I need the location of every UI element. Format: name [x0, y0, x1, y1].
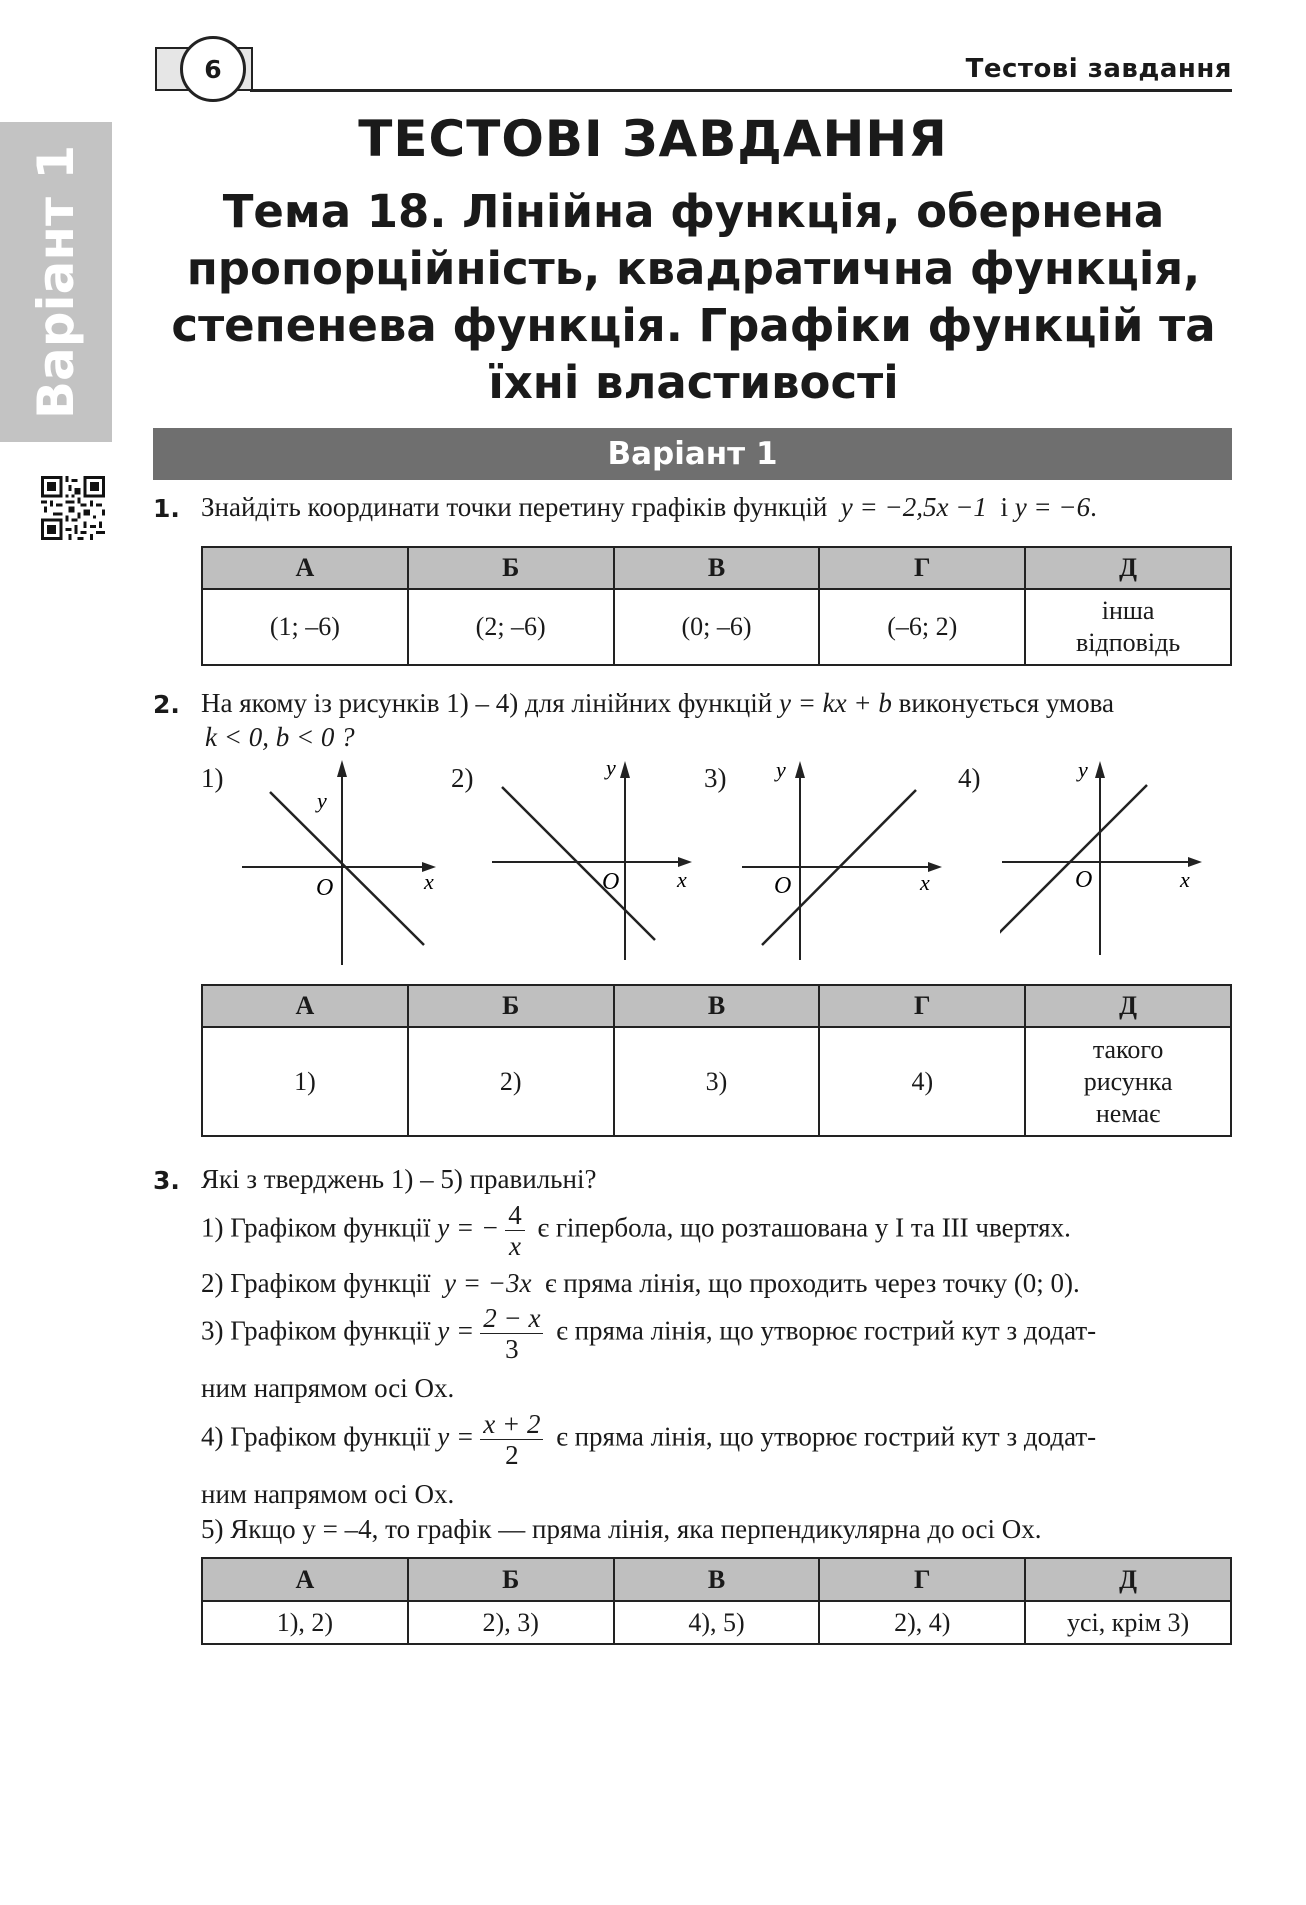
- q2-formula: y = kx + b: [778, 688, 892, 718]
- q1-function-1: y = −2,5x −1: [840, 492, 987, 522]
- q1-answer-b[interactable]: (2; –6): [408, 589, 614, 665]
- q3-s4-text: 4) Графіком функції: [201, 1421, 431, 1452]
- graph-4-x-label: x: [1180, 867, 1190, 892]
- graph-3: [740, 755, 950, 970]
- q1-header-v: В: [614, 547, 820, 589]
- q3-statement-1: [201, 1200, 1071, 1261]
- q2-header-v: В: [614, 985, 820, 1027]
- q1-header-g: Г: [819, 547, 1025, 589]
- q3-s3-continuation: ним напрямом осі Ox.: [201, 1373, 455, 1403]
- graph-3-label: 3): [704, 763, 727, 793]
- graph-4-y-label: y: [1078, 757, 1088, 782]
- q2-answer-a[interactable]: 1): [202, 1027, 408, 1136]
- q1-header-b: Б: [408, 547, 614, 589]
- q3-s2-formula: y = −3x: [444, 1268, 532, 1298]
- q3-s3-conclusion: є пряма лінія, що утворює гострий кут з додат-: [556, 1315, 1097, 1346]
- q3-s1-numerator: 4: [505, 1200, 525, 1231]
- q2-text: [201, 688, 1114, 719]
- graph-1-label: 1): [201, 763, 224, 793]
- q1-answer-d[interactable]: інша відповідь: [1025, 589, 1231, 665]
- q3-s2-conclusion: є пряма лінія, що проходить через точку (0; 0).: [544, 1268, 1080, 1298]
- page-title: ТЕСТОВІ ЗАВДАННЯ: [358, 110, 948, 168]
- q2-header-b: Б: [408, 985, 614, 1027]
- q2-condition-text: k < 0, b < 0 ?: [205, 722, 355, 752]
- q3-statement-3: [201, 1303, 1096, 1364]
- q2-answer-b[interactable]: 2): [408, 1027, 614, 1136]
- graph-2-x-label: x: [677, 867, 687, 892]
- q3-answer-v[interactable]: 4), 5): [614, 1601, 820, 1644]
- q3-header-a: А: [202, 1558, 408, 1601]
- q3-s3-text: 3) Графіком функції: [201, 1315, 431, 1346]
- qr-code-icon: [41, 476, 105, 540]
- q3-answer-table: [201, 1557, 1232, 1645]
- graph-4-origin: O: [1075, 867, 1093, 893]
- q1-answer-g[interactable]: (–6; 2): [819, 589, 1025, 665]
- q3-s3-numerator: 2 − x: [480, 1303, 543, 1334]
- q1-answer-v[interactable]: (0; –6): [614, 589, 820, 665]
- graph-1-y-label: y: [317, 788, 327, 813]
- q3-answer-d[interactable]: усі, крім 3): [1025, 1601, 1231, 1644]
- q2-prompt: На якому із рисунків 1) – 4) для лінійних функцій: [201, 688, 773, 718]
- q3-answer-a[interactable]: 1), 2): [202, 1601, 408, 1644]
- q3-s4-fraction: [480, 1409, 543, 1470]
- q3-s3-denominator: 3: [505, 1334, 519, 1364]
- graph-1-origin: O: [316, 875, 334, 901]
- q1-and: і: [1000, 492, 1008, 522]
- q3-s4-numerator: x + 2: [480, 1409, 543, 1440]
- q2-header-d: Д: [1025, 985, 1231, 1027]
- q3-s1-denominator: x: [508, 1231, 521, 1261]
- q3-statement-4: [201, 1409, 1096, 1470]
- q3-s3-lhs: y =: [437, 1315, 475, 1346]
- graph-2: [490, 755, 700, 970]
- running-header: Тестові завдання: [965, 54, 1232, 84]
- graph-3-x-label: x: [920, 870, 930, 895]
- graph-3-y-label: y: [776, 757, 786, 782]
- graph-4: [1000, 755, 1210, 970]
- q2-header-g: Г: [819, 985, 1025, 1027]
- q2-prompt-end: виконується умова: [898, 688, 1114, 718]
- q3-s1-fraction: [505, 1200, 525, 1261]
- q1-answer-table: [201, 546, 1232, 666]
- q3-answer-b[interactable]: 2), 3): [408, 1601, 614, 1644]
- q3-intro: Які з тверджень 1) – 5) правильні?: [201, 1164, 597, 1194]
- topic-heading: [155, 183, 1232, 411]
- q1-number: 1.: [153, 494, 180, 523]
- q2-answer-table: [201, 984, 1232, 1137]
- q3-s4-continuation: ним напрямом осі Ox.: [201, 1479, 455, 1509]
- q1-answer-a[interactable]: (1; –6): [202, 589, 408, 665]
- q2-number: 2.: [153, 690, 180, 719]
- q1-text: [201, 492, 1097, 523]
- q3-header-v: В: [614, 1558, 820, 1601]
- q3-s1-lhs: y = −: [437, 1212, 500, 1243]
- q3-s1-conclusion: є гіпербола, що розташована у І та ІІІ чвертях.: [537, 1212, 1071, 1243]
- graph-1: [240, 755, 440, 970]
- q1-prompt: Знайдіть координати точки перетину графіків функцій: [201, 492, 828, 522]
- q3-header-d: Д: [1025, 1558, 1231, 1601]
- graph-3-origin: O: [774, 873, 792, 899]
- q3-statement-5: 5) Якщо y = –4, то графік — пряма лінія, яка перпендикулярна до осі Ox.: [201, 1514, 1042, 1544]
- q3-number: 3.: [153, 1166, 180, 1195]
- variant-banner: Варіант 1: [153, 428, 1232, 480]
- q3-header-b: Б: [408, 1558, 614, 1601]
- q1-header-d: Д: [1025, 547, 1231, 589]
- q2-header-a: А: [202, 985, 408, 1027]
- graph-1-x-label: x: [424, 869, 434, 894]
- q3-answer-g[interactable]: 2), 4): [819, 1601, 1025, 1644]
- graph-2-label: 2): [451, 763, 474, 793]
- header-rule: [250, 89, 1232, 92]
- q3-s4-conclusion: є пряма лінія, що утворює гострий кут з додат-: [556, 1421, 1097, 1452]
- q3-s1-text: 1) Графіком функції: [201, 1212, 431, 1243]
- q3-s4-lhs: y =: [437, 1421, 475, 1452]
- q1-header-a: А: [202, 547, 408, 589]
- graph-4-label: 4): [958, 763, 981, 793]
- q2-condition: [205, 722, 355, 753]
- q2-answer-v[interactable]: 3): [614, 1027, 820, 1136]
- side-tab-label: Варіант 1: [27, 144, 85, 420]
- q2-answer-g[interactable]: 4): [819, 1027, 1025, 1136]
- topic-number: Тема 18.: [222, 185, 447, 238]
- page-number: 6: [180, 36, 246, 102]
- topic-text: Лінійна функція, обернена пропорційність, квадратична функція, степенева функція. Графіки функцій та їхні властивості: [171, 185, 1216, 409]
- variant-side-tab: [0, 122, 112, 442]
- q3-s3-fraction: [480, 1303, 543, 1364]
- q3-s2-text: 2) Графіком функції: [201, 1268, 431, 1298]
- graph-2-origin: O: [602, 869, 620, 895]
- q1-function-2: y = −6: [1014, 492, 1091, 522]
- q1-period: .: [1090, 492, 1097, 522]
- q3-header-g: Г: [819, 1558, 1025, 1601]
- q3-statement-2: [201, 1268, 1080, 1299]
- graph-2-y-label: y: [606, 755, 616, 780]
- q2-answer-d[interactable]: такого рисунка немає: [1025, 1027, 1231, 1136]
- q3-s4-denominator: 2: [505, 1440, 519, 1470]
